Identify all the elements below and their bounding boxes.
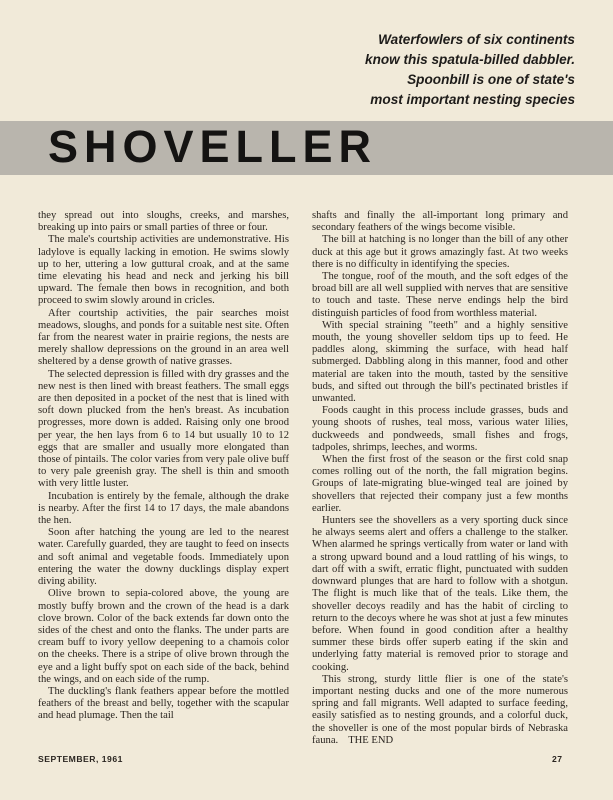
paragraph: Foods caught in this process include grasses, buds and young shoots of rushes, teal moss, various water lilies, duckweeds and pondweeds, small fishes and frogs, tadpoles, shrimps, leeches, and worms.: [312, 405, 568, 453]
deck-line: know this spatula-billed dabbler.: [365, 52, 575, 67]
deck-subtitle: [275, 30, 575, 110]
deck-line: most important nesting species: [370, 92, 575, 107]
right-column: [312, 210, 568, 747]
paragraph: shafts and finally the all-important long primary and secondary feathers of the wings become visible.: [312, 210, 568, 234]
paragraph: they spread out into sloughs, creeks, and marshes, breaking up into pairs or small parties of three or four.: [38, 210, 289, 234]
paragraph: When the first frost of the season or the first cold snap comes rolling out of the north, the fall migration begins. Groups of late-migrating blue-winged teal are joined by shovellers that rejected their company just a few months earlier.: [312, 454, 568, 514]
paragraph: Hunters see the shovellers as a very sporting duck since he always seems alert and offers a challenge to the stalker. When alarmed he springs vertically from water or land with a strong upward bound and a loud rattling of his wings, to dart off with a swift, erratic flight, punctuated with sudden downward plunges that are hard to follow with a shotgun. The flight is much like that of the teals. Like them, the shoveller decoys readily and has the habit of circling to return to the decoys where he was shot at just a few minutes before. When found in good condition after a healthy summer these birds offer superb eating if the skin and underlying fatty material is removed prior to storage and cooking.: [312, 515, 568, 673]
left-column: [38, 210, 289, 723]
deck-line: Spoonbill is one of state's: [407, 72, 575, 87]
page-number: 27: [552, 754, 563, 764]
paragraph: The selected depression is filled with dry grasses and the new nest is then lined with breast feathers. The small eggs are then deposited in a pocket of the nest that is lined with soft down plucked from the hen's breast. As incubation progresses, more down is added. Raising only one brood per year, the hen lays from 6 to 14 but usually 10 to 12 eggs that are smaller and usually more elongated than those of pintails. The color varies from very pale olive buff to very pale greenish gray. The shell is thin and smooth with very little luster.: [38, 368, 289, 490]
paragraph: The tongue, roof of the mouth, and the soft edges of the broad bill are all well supplied with nerves that are sensitive to touch and taste. These nerve endings help the bird distinguish particles of food from worthless material.: [312, 271, 568, 319]
paragraph: After courtship activities, the pair searches moist meadows, sloughs, and ponds for a suitable nest site. Often far from the nearest water in prairie regions, the nests are merely shallow depressions on the ground in an area well sheltered by a dense growth of native grasses.: [38, 307, 289, 368]
paragraph: The male's courtship activities are undemonstrative. His ladylove is equally lacking in emotion. He swims slowly up to her, uttering a low guttural croak, and at the same time elevating his head and neck and jerking his bill upward. The female then bows in recognition, and both proceed to swim slowly around in cricles.: [38, 234, 289, 307]
paragraph: With special straining "teeth" and a highly sensitive mouth, the young shoveller seldom tips up to feed. He paddles along, skimming the surface, with head half submerged. Dabbling along in this manner, food and other material are taken into the mouth, tasted by the sensitive buds, and sifted out through the bill's pectinated bristles if unwanted.: [312, 319, 568, 405]
deck-line: Waterfowlers of six continents: [378, 32, 575, 47]
footer-date: SEPTEMBER, 1961: [38, 754, 123, 764]
paragraph: Olive brown to sepia-colored above, the young are mostly buffy brown and the crown of the head is a dark clove brown. Color of the back extends far down onto the sides of the chest and onto the flanks. The under parts are cream buff to ivory yellow deepening to a chamois color on the cheeks. There is a stripe of olive brown through the eye and a light buffy spot on each side of the back, behind the wings, and on each side of the rump.: [38, 588, 289, 685]
article-title: SHOVELLER: [48, 121, 378, 172]
paragraph: Soon after hatching the young are led to the nearest water. Carefully guarded, they are taught to feed on insects and soft animal and vegetable foods. Immediately upon entering the water the downy ducklings display expert diving ability.: [38, 527, 289, 588]
paragraph: Incubation is entirely by the female, although the drake is nearby. After the first 14 to 17 days, the male abandons the hen.: [38, 490, 289, 527]
paragraph-text: This strong, sturdy little flier is one of the state's important nesting ducks and one of the more numerous spring and fall migrants. Well adapted to surface feeding, easily satisfied as to nesting grounds, and a colorful duck, the shoveller is one of the most popular birds of Nebraska fauna.: [312, 673, 568, 746]
paragraph: [312, 674, 568, 747]
paragraph: The duckling's flank feathers appear before the mottled feathers of the breast and belly, together with the scapular and head plumage. Then the tail: [38, 685, 289, 722]
paragraph: The bill at hatching is no longer than the bill of any other duck at this age but it grows amazingly fast. At two weeks there is no difficulty in identifying the species.: [312, 234, 568, 270]
end-mark: THE END: [348, 734, 394, 746]
